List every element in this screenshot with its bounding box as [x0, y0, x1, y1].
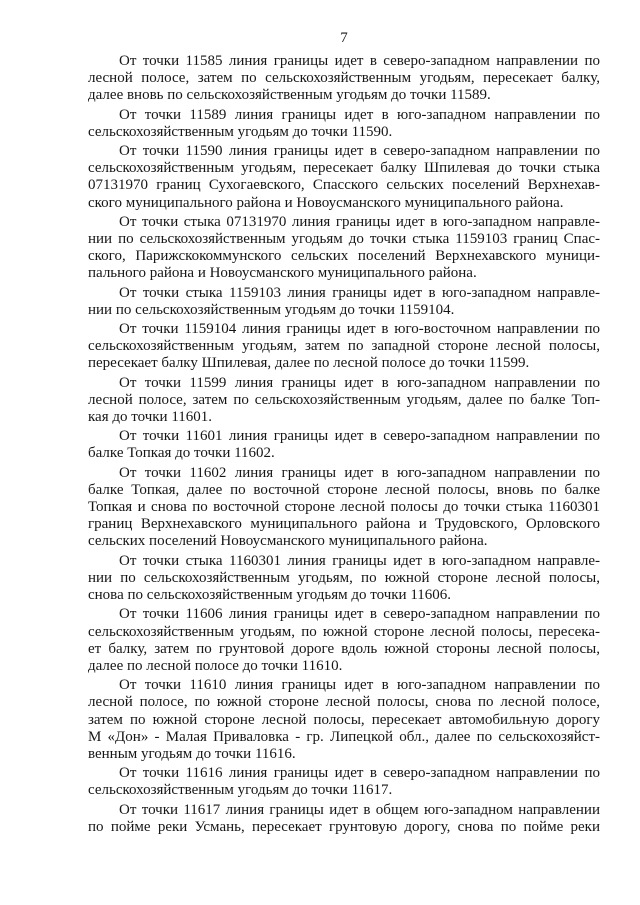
paragraph: [88, 375, 600, 427]
text-line: затем по южной стороне лесной полосы, пересекает автомобильную дорогу: [88, 711, 600, 728]
paragraph: [88, 214, 600, 283]
text-line: далее вновь по сельскохозяйственным угодьям до точки 11589.: [88, 87, 491, 104]
text-line: ского муниципального района и Новоусманского муниципального района.: [88, 194, 564, 211]
text-line: От точки 11616 линия границы идет в северо-западном направлении по: [119, 765, 600, 782]
text-line: сельскохозяйственным угодьям, затем по западной стороне лесной полосы,: [88, 338, 600, 355]
text-line: сельскохозяйственным угодьям, по южной стороне лесной полосы, пересека-: [88, 623, 600, 640]
text-line: От точки стыка 1160301 линия границы идет в юго-западном направле-: [119, 552, 600, 569]
text-line: От точки 11602 линия границы идет в юго-западном направлении по: [119, 464, 600, 481]
paragraph: [88, 53, 600, 105]
paragraph: [88, 428, 600, 462]
text-line: От точки 11589 линия границы идет в юго-западном направлении по: [119, 106, 600, 123]
paragraph: [88, 143, 600, 212]
text-line: От точки стыка 1159103 линия границы идет в юго-западном направле-: [119, 284, 600, 301]
page-number: 7: [340, 30, 348, 46]
text-line: лесной полосе, по южной стороне лесной полосы, снова по лесной полосе,: [88, 694, 600, 711]
paragraph: [88, 677, 600, 763]
text-line: От точки 11610 линия границы идет в юго-западном направлении по: [119, 677, 600, 694]
text-line: границ Верхнехавского муниципального района и Трудовского, Орловского: [88, 516, 600, 533]
text-line: нии по сельскохозяйственным угодьям, по южной стороне лесной полосы,: [88, 569, 600, 586]
paragraph: [88, 285, 600, 319]
text-line: снова по сельскохозяйственным угодьям до точки 11606.: [88, 587, 452, 604]
text-line: балке Топкая, далее по восточной стороне лесной полосы, вновь по балке: [88, 481, 600, 498]
text-line: От точки 11606 линия границы идет в северо-западном направлении по: [119, 606, 600, 623]
paragraph: [88, 606, 600, 675]
text-line: балке Топкая до точки 11602.: [88, 445, 275, 462]
text-line: ет балку, затем по грунтовой дороге вдоль южной стороны лесной полосы,: [88, 640, 600, 657]
text-line: пального района и Новоусманского муниципального района.: [88, 265, 477, 282]
text-line: венным угодьям до точки 11616.: [88, 745, 296, 762]
paragraph: [88, 553, 600, 605]
text-line: М «Дон» - Малая Приваловка - гр. Липецкой обл., далее по сельскохозяйст-: [88, 728, 600, 745]
text-line: сельскохозяйственным угодьям до точки 11617.: [88, 782, 393, 799]
text-line: лесной полосе, затем по сельскохозяйственным угодьям, пересекает балку,: [88, 70, 600, 87]
paragraph: [88, 465, 600, 551]
paragraph: [88, 321, 600, 373]
text-line: лесной полосе, затем по сельскохозяйственным угодьям, далее по балке Топ-: [88, 391, 600, 408]
paragraph: [88, 765, 600, 799]
text-line: От точки 11599 линия границы идет в юго-западном направлении по: [119, 374, 600, 391]
text-line: далее по лесной полосе до точки 11610.: [88, 657, 343, 674]
text-line: 07131970 границ Сухогаевского, Спасского сельских поселений Верхнехав-: [88, 177, 600, 194]
text-line: От точки 11585 линия границы идет в северо-западном направлении по: [119, 53, 600, 69]
text-line: сельских поселений Новоусманского муниципального района.: [88, 533, 488, 550]
text-line: по пойме реки Усмань, пересекает грунтовую дорогу, снова по пойме реки: [88, 818, 600, 835]
text-line: От точки 11590 линия границы идет в северо-западном направлении по: [119, 143, 600, 160]
text-line: От точки 11601 линия границы идет в северо-западном направлении по: [119, 428, 600, 445]
text-line: сельскохозяйственным угодьям до точки 11590.: [88, 123, 393, 140]
text-line: Топкая и снова по восточной стороне лесной полосы до точки стыка 1160301: [88, 499, 600, 516]
paragraph: [88, 802, 600, 836]
text-line: ского, Парижскокоммунского сельских поселений Верхнехавского муници-: [88, 248, 600, 265]
text-line: сельскохозяйственным угодьям, пересекает балку Шпилевая до точки стыка: [88, 160, 600, 177]
text-line: пересекает балку Шпилевая, далее по лесной полосе до точки 11599.: [88, 355, 530, 372]
document-body: [88, 53, 600, 838]
text-line: От точки 11617 линия границы идет в общем юго-западном направлении: [119, 801, 600, 818]
text-line: кая до точки 11601.: [88, 409, 213, 426]
paragraph: [88, 107, 600, 141]
text-line: нии по сельскохозяйственным угодьям до точки стыка 1159103 границ Спас-: [88, 231, 600, 248]
text-line: От точки стыка 07131970 линия границы идет в юго-западном направле-: [119, 213, 600, 230]
text-line: От точки 1159104 линия границы идет в юго-восточном направлении по: [119, 321, 600, 338]
text-line: нии по сельскохозяйственным угодьям до точки 1159104.: [88, 301, 455, 318]
